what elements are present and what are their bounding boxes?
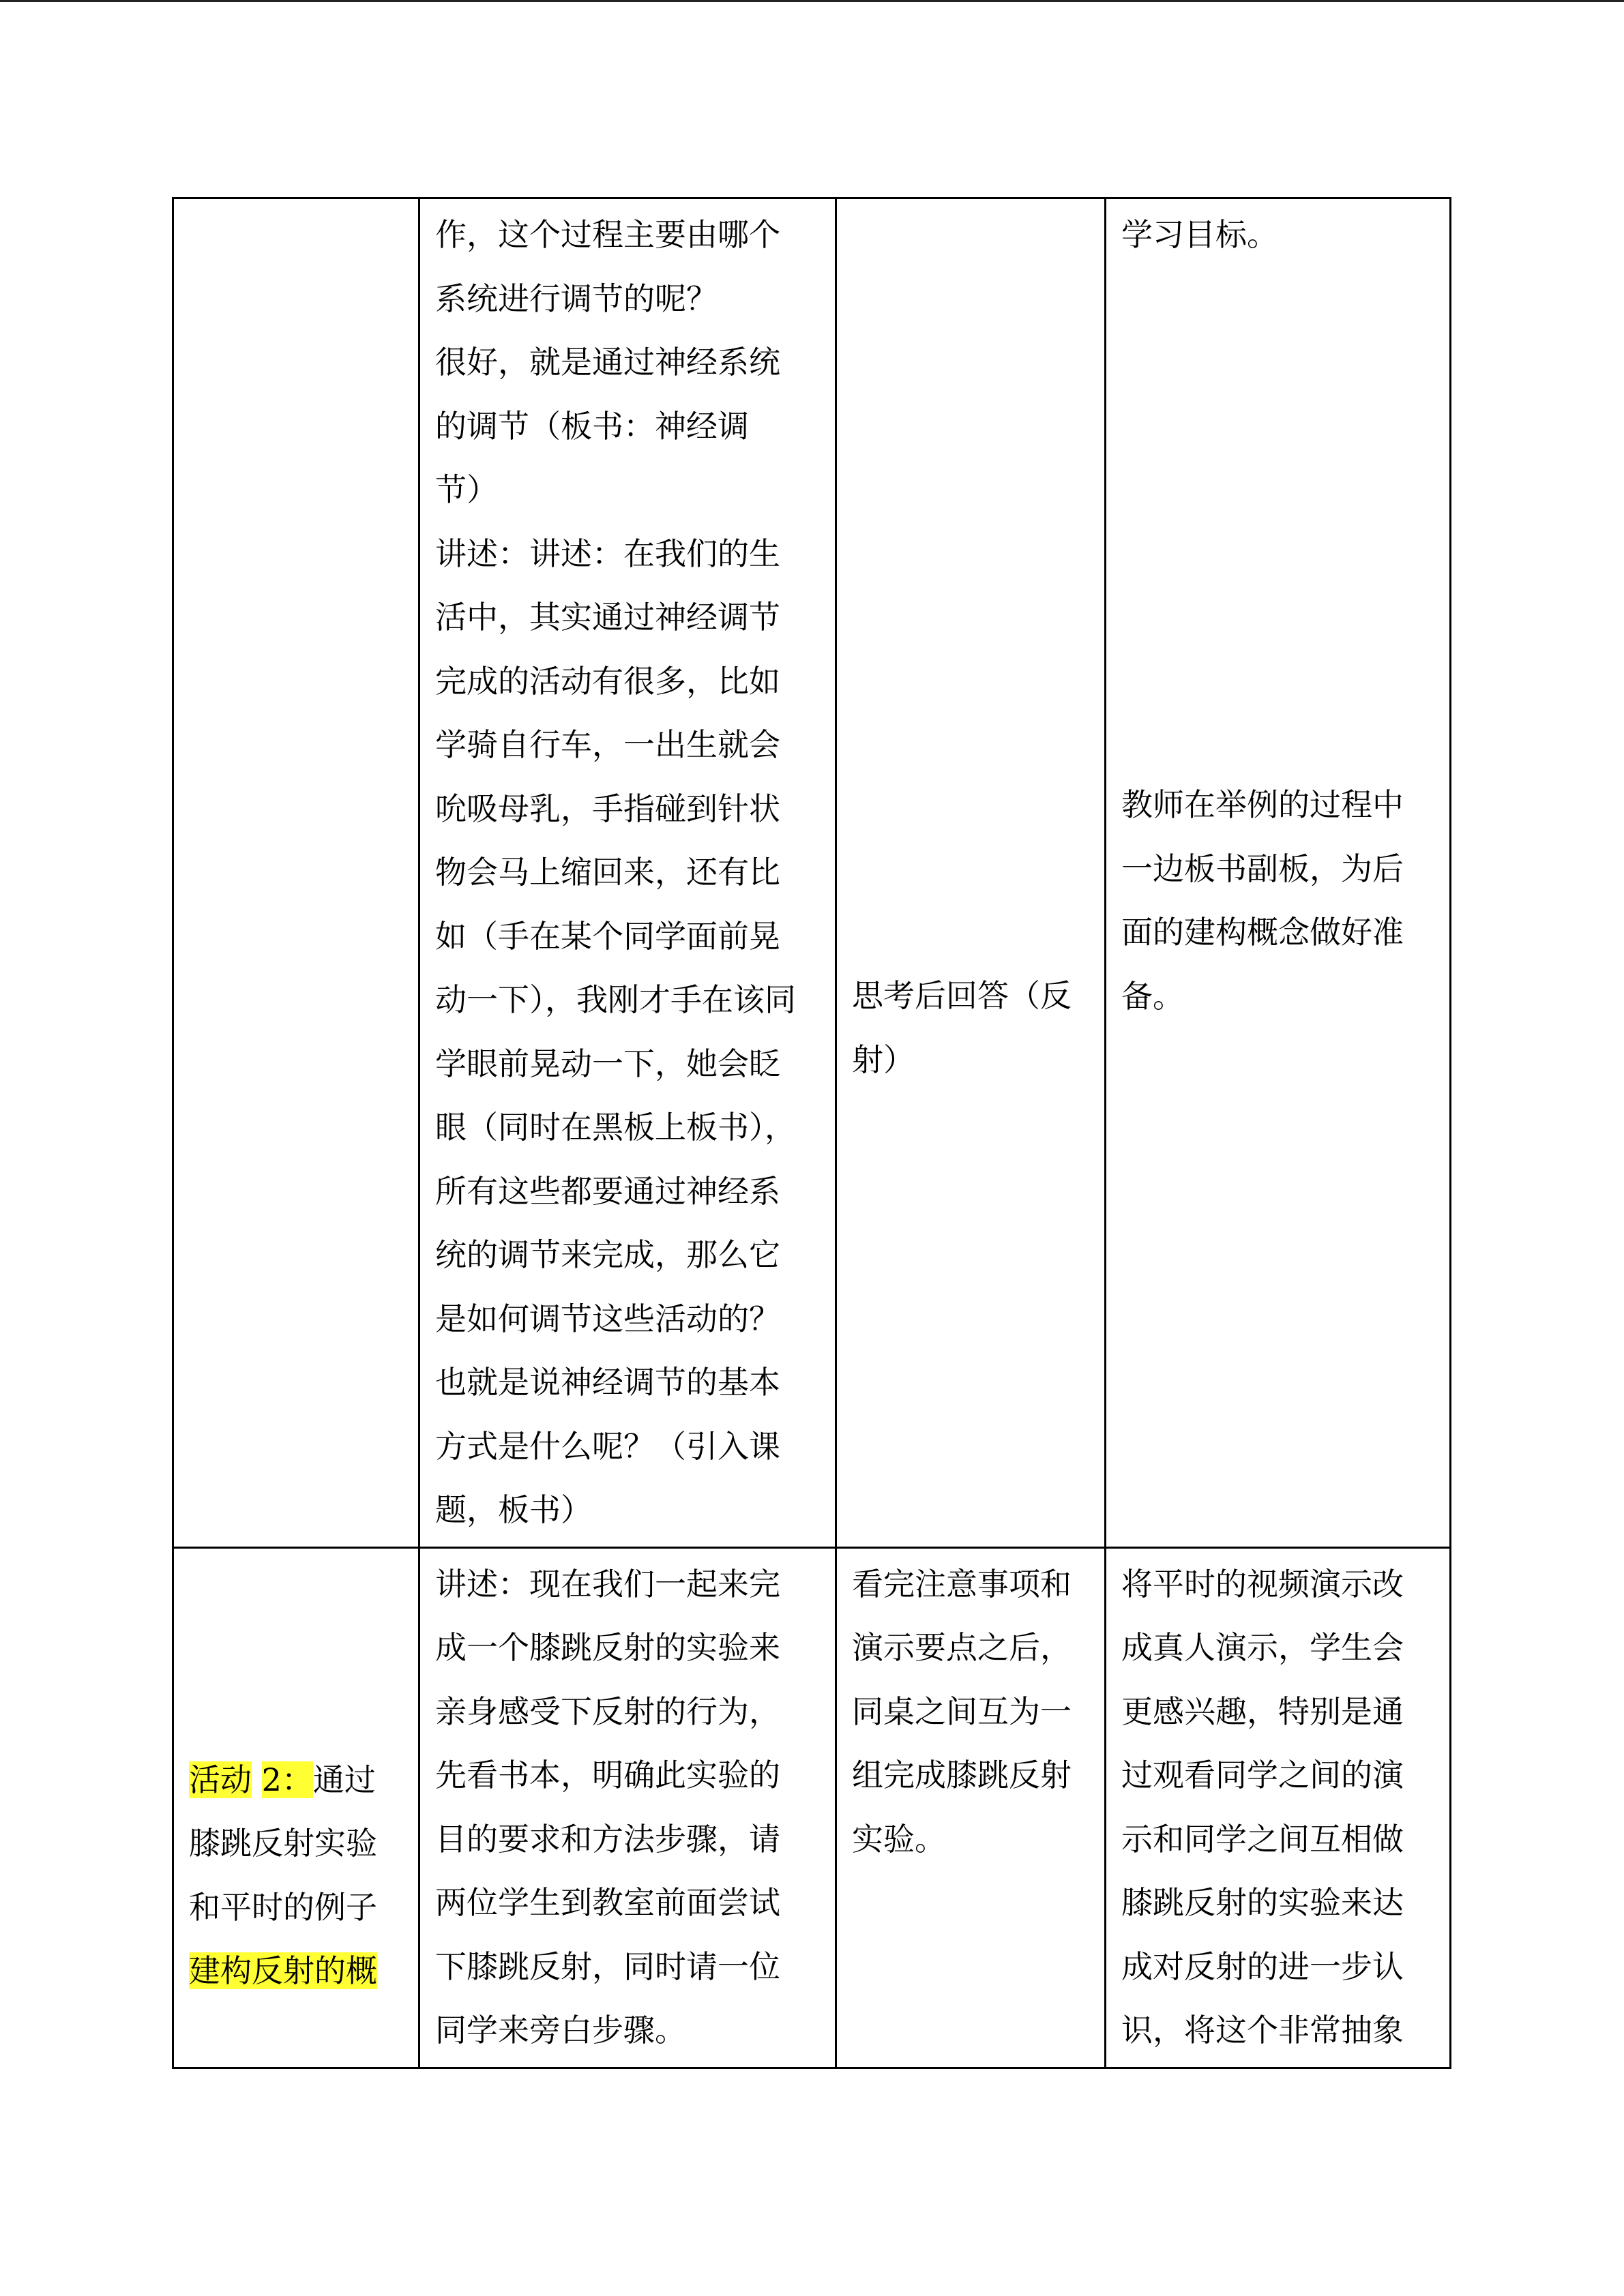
table-row — [173, 1547, 1451, 2068]
activity-cell — [173, 198, 419, 1548]
teacher-activity-cell — [419, 198, 836, 1548]
design-intent-text-top: 学习目标。 — [1121, 216, 1278, 253]
design-intent-cell — [1106, 198, 1451, 1548]
page-top-border — [0, 0, 1624, 2]
student-activity-cell — [836, 1547, 1106, 2068]
highlighted-text: 2： — [261, 1761, 313, 1798]
teacher-activity-cell — [419, 1547, 836, 2068]
design-intent-cell — [1106, 1547, 1451, 2068]
activity-cell — [173, 1547, 419, 2068]
design-intent-text-bottom: 教师在举例的过程中 一边板书副板，为后 面的建构概念做好准 备。 — [1121, 786, 1404, 1015]
table-row — [173, 198, 1451, 1548]
lesson-plan-table — [172, 197, 1451, 2069]
activity-text: 活动 2：通过 膝跳反射实验 和平时的例子 建构反射的概 — [189, 1761, 377, 1989]
student-activity-text: 看完注意事项和 演示要点之后， 同桌之间互为一 组完成膝跳反射 实验。 — [852, 1565, 1072, 1858]
teacher-activity-text: 讲述：现在我们一起来完 成一个膝跳反射的实验来 亲身感受下反射的行为， 先看书本，明确此实验的 目的要求和方法步骤，请 两位学生到教室前面尝试 下膝跳反射，同时请一位 同学来旁白步骤。 — [435, 1565, 780, 2048]
student-activity-cell — [836, 198, 1106, 1548]
teacher-activity-text: 作，这个过程主要由哪个 系统进行调节的呢？ 很好，就是通过神经系统 的调节（板书：神经调 节） 讲述：讲述：在我们的生 活中，其实通过神经调节 完成的活动有很多，比如 学骑自行车，一出生就会 吮吸母乳，手指碰到针状 物会马上缩回来，还有比 如（手在某个同学面前晃 动一下），我刚才手在该同 学眼前晃动一下，她会眨 眼（同时在黑板上板书）， 所有这些都要通过神经系 统的调节来完成，那么它 是如何调节这些活动的？ 也就是说神经调节的基本 方式是什么呢？（引入课 题，板书） — [435, 216, 796, 1528]
highlighted-text: 建构反射的概 — [189, 1952, 377, 1989]
design-intent-text: 将平时的视频演示改 成真人演示，学生会 更感兴趣，特别是通 过观看同学之间的演 示和同学之间互相做 膝跳反射的实验来达 成对反射的进一步认 识，将这个非常抽象 — [1121, 1565, 1404, 2048]
student-activity-text: 思考后回答（反 射） — [852, 977, 1072, 1078]
highlighted-text: 活动 — [189, 1761, 252, 1798]
